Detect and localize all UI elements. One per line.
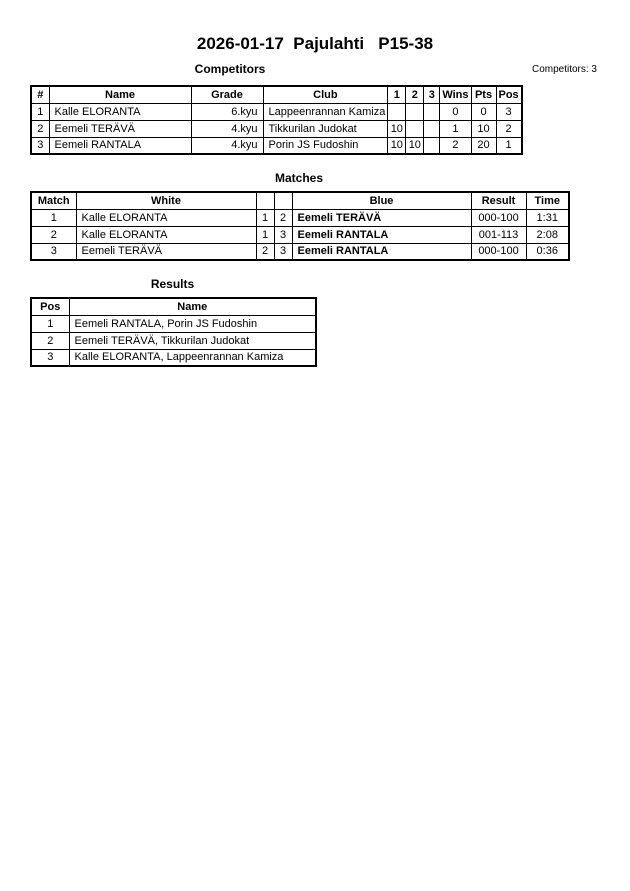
competitor-number: 2 [31, 120, 49, 137]
match-result: 001-113 [471, 226, 526, 243]
white-player-number: 2 [256, 243, 274, 260]
col-name: Name [69, 298, 316, 315]
match-time: 1:31 [526, 209, 569, 226]
round-1-score: 10 [388, 137, 406, 154]
result-name: Eemeli TERÄVÄ, Tikkurilan Judokat [69, 332, 316, 349]
col-round-2: 2 [406, 86, 424, 103]
blue-player-number: 3 [274, 243, 292, 260]
competitors-section-header [30, 62, 597, 76]
competitor-grade: 6.kyu [191, 103, 263, 120]
col-round-1: 1 [388, 86, 406, 103]
white-player-number: 1 [256, 226, 274, 243]
results-header-row [31, 298, 316, 315]
white-player: Kalle ELORANTA [76, 226, 256, 243]
results-table [30, 297, 317, 367]
competitor-name: Kalle ELORANTA [49, 103, 191, 120]
blue-player: Eemeli RANTALA [292, 243, 471, 260]
competitor-number: 3 [31, 137, 49, 154]
competitor-club: Lappeenrannan Kamiza [263, 103, 388, 120]
result-pos: 1 [31, 315, 69, 332]
round-2-score [406, 103, 424, 120]
competitors-heading: Competitors [194, 62, 266, 76]
matches-header-row [31, 192, 569, 209]
col-grade: Grade [191, 86, 263, 103]
col-blue: Blue [292, 192, 471, 209]
competitor-wins: 1 [440, 120, 471, 137]
result-pos: 3 [31, 349, 69, 366]
competitor-pts: 10 [471, 120, 496, 137]
result-name: Kalle ELORANTA, Lappeenrannan Kamiza [69, 349, 316, 366]
competitor-number: 1 [31, 103, 49, 120]
competitor-pos: 3 [496, 103, 522, 120]
match-result: 000-100 [471, 243, 526, 260]
col-club: Club [263, 86, 388, 103]
white-player: Eemeli TERÄVÄ [76, 243, 256, 260]
match-result: 000-100 [471, 209, 526, 226]
white-player-number: 1 [256, 209, 274, 226]
round-1-score: 10 [388, 120, 406, 137]
competitors-table [30, 85, 523, 155]
competitor-grade: 4.kyu [191, 120, 263, 137]
result-name: Eemeli RANTALA, Porin JS Fudoshin [69, 315, 316, 332]
result-row [31, 349, 316, 366]
competitor-club: Tikkurilan Judokat [263, 120, 388, 137]
col-wins: Wins [440, 86, 471, 103]
page-title: 2026-01-17 Pajulahti P15-38 [196, 34, 434, 53]
blue-player-number: 2 [274, 209, 292, 226]
result-row [31, 332, 316, 349]
competitor-wins: 2 [440, 137, 471, 154]
round-2-score [406, 120, 424, 137]
col-round-3: 3 [424, 86, 440, 103]
col-number: # [31, 86, 49, 103]
competitor-row [31, 120, 522, 137]
col-pos: Pos [31, 298, 69, 315]
col-pos: Pos [496, 86, 522, 103]
col-pts: Pts [471, 86, 496, 103]
result-pos: 2 [31, 332, 69, 349]
matches-heading: Matches [274, 171, 324, 185]
competitor-club: Porin JS Fudoshin [263, 137, 388, 154]
col-white-num-spacer [256, 192, 274, 209]
round-3-score [424, 120, 440, 137]
competitors-header-row [31, 86, 522, 103]
round-3-score [424, 137, 440, 154]
round-1-score [388, 103, 406, 120]
match-row [31, 226, 569, 243]
col-match: Match [31, 192, 76, 209]
matches-table [30, 191, 570, 261]
blue-player: Eemeli TERÄVÄ [292, 209, 471, 226]
match-row [31, 209, 569, 226]
blue-player: Eemeli RANTALA [292, 226, 471, 243]
blue-player-number: 3 [274, 226, 292, 243]
match-number: 1 [31, 209, 76, 226]
result-row [31, 315, 316, 332]
match-row [31, 243, 569, 260]
competitor-wins: 0 [440, 103, 471, 120]
competitor-row [31, 137, 522, 154]
round-3-score [424, 103, 440, 120]
competitor-name: Eemeli RANTALA [49, 137, 191, 154]
col-white: White [76, 192, 256, 209]
results-heading: Results [150, 277, 195, 291]
competitor-pos: 1 [496, 137, 522, 154]
col-result: Result [471, 192, 526, 209]
round-2-score: 10 [406, 137, 424, 154]
match-time: 2:08 [526, 226, 569, 243]
white-player: Kalle ELORANTA [76, 209, 256, 226]
competitor-row [31, 103, 522, 120]
competitor-pts: 0 [471, 103, 496, 120]
competitor-grade: 4.kyu [191, 137, 263, 154]
competitors-count: Competitors: 3 [531, 64, 597, 75]
competitor-pos: 2 [496, 120, 522, 137]
col-name: Name [49, 86, 191, 103]
col-time: Time [526, 192, 569, 209]
match-number: 3 [31, 243, 76, 260]
competitor-pts: 20 [471, 137, 496, 154]
competitor-name: Eemeli TERÄVÄ [49, 120, 191, 137]
match-number: 2 [31, 226, 76, 243]
col-blue-num-spacer [274, 192, 292, 209]
match-time: 0:36 [526, 243, 569, 260]
